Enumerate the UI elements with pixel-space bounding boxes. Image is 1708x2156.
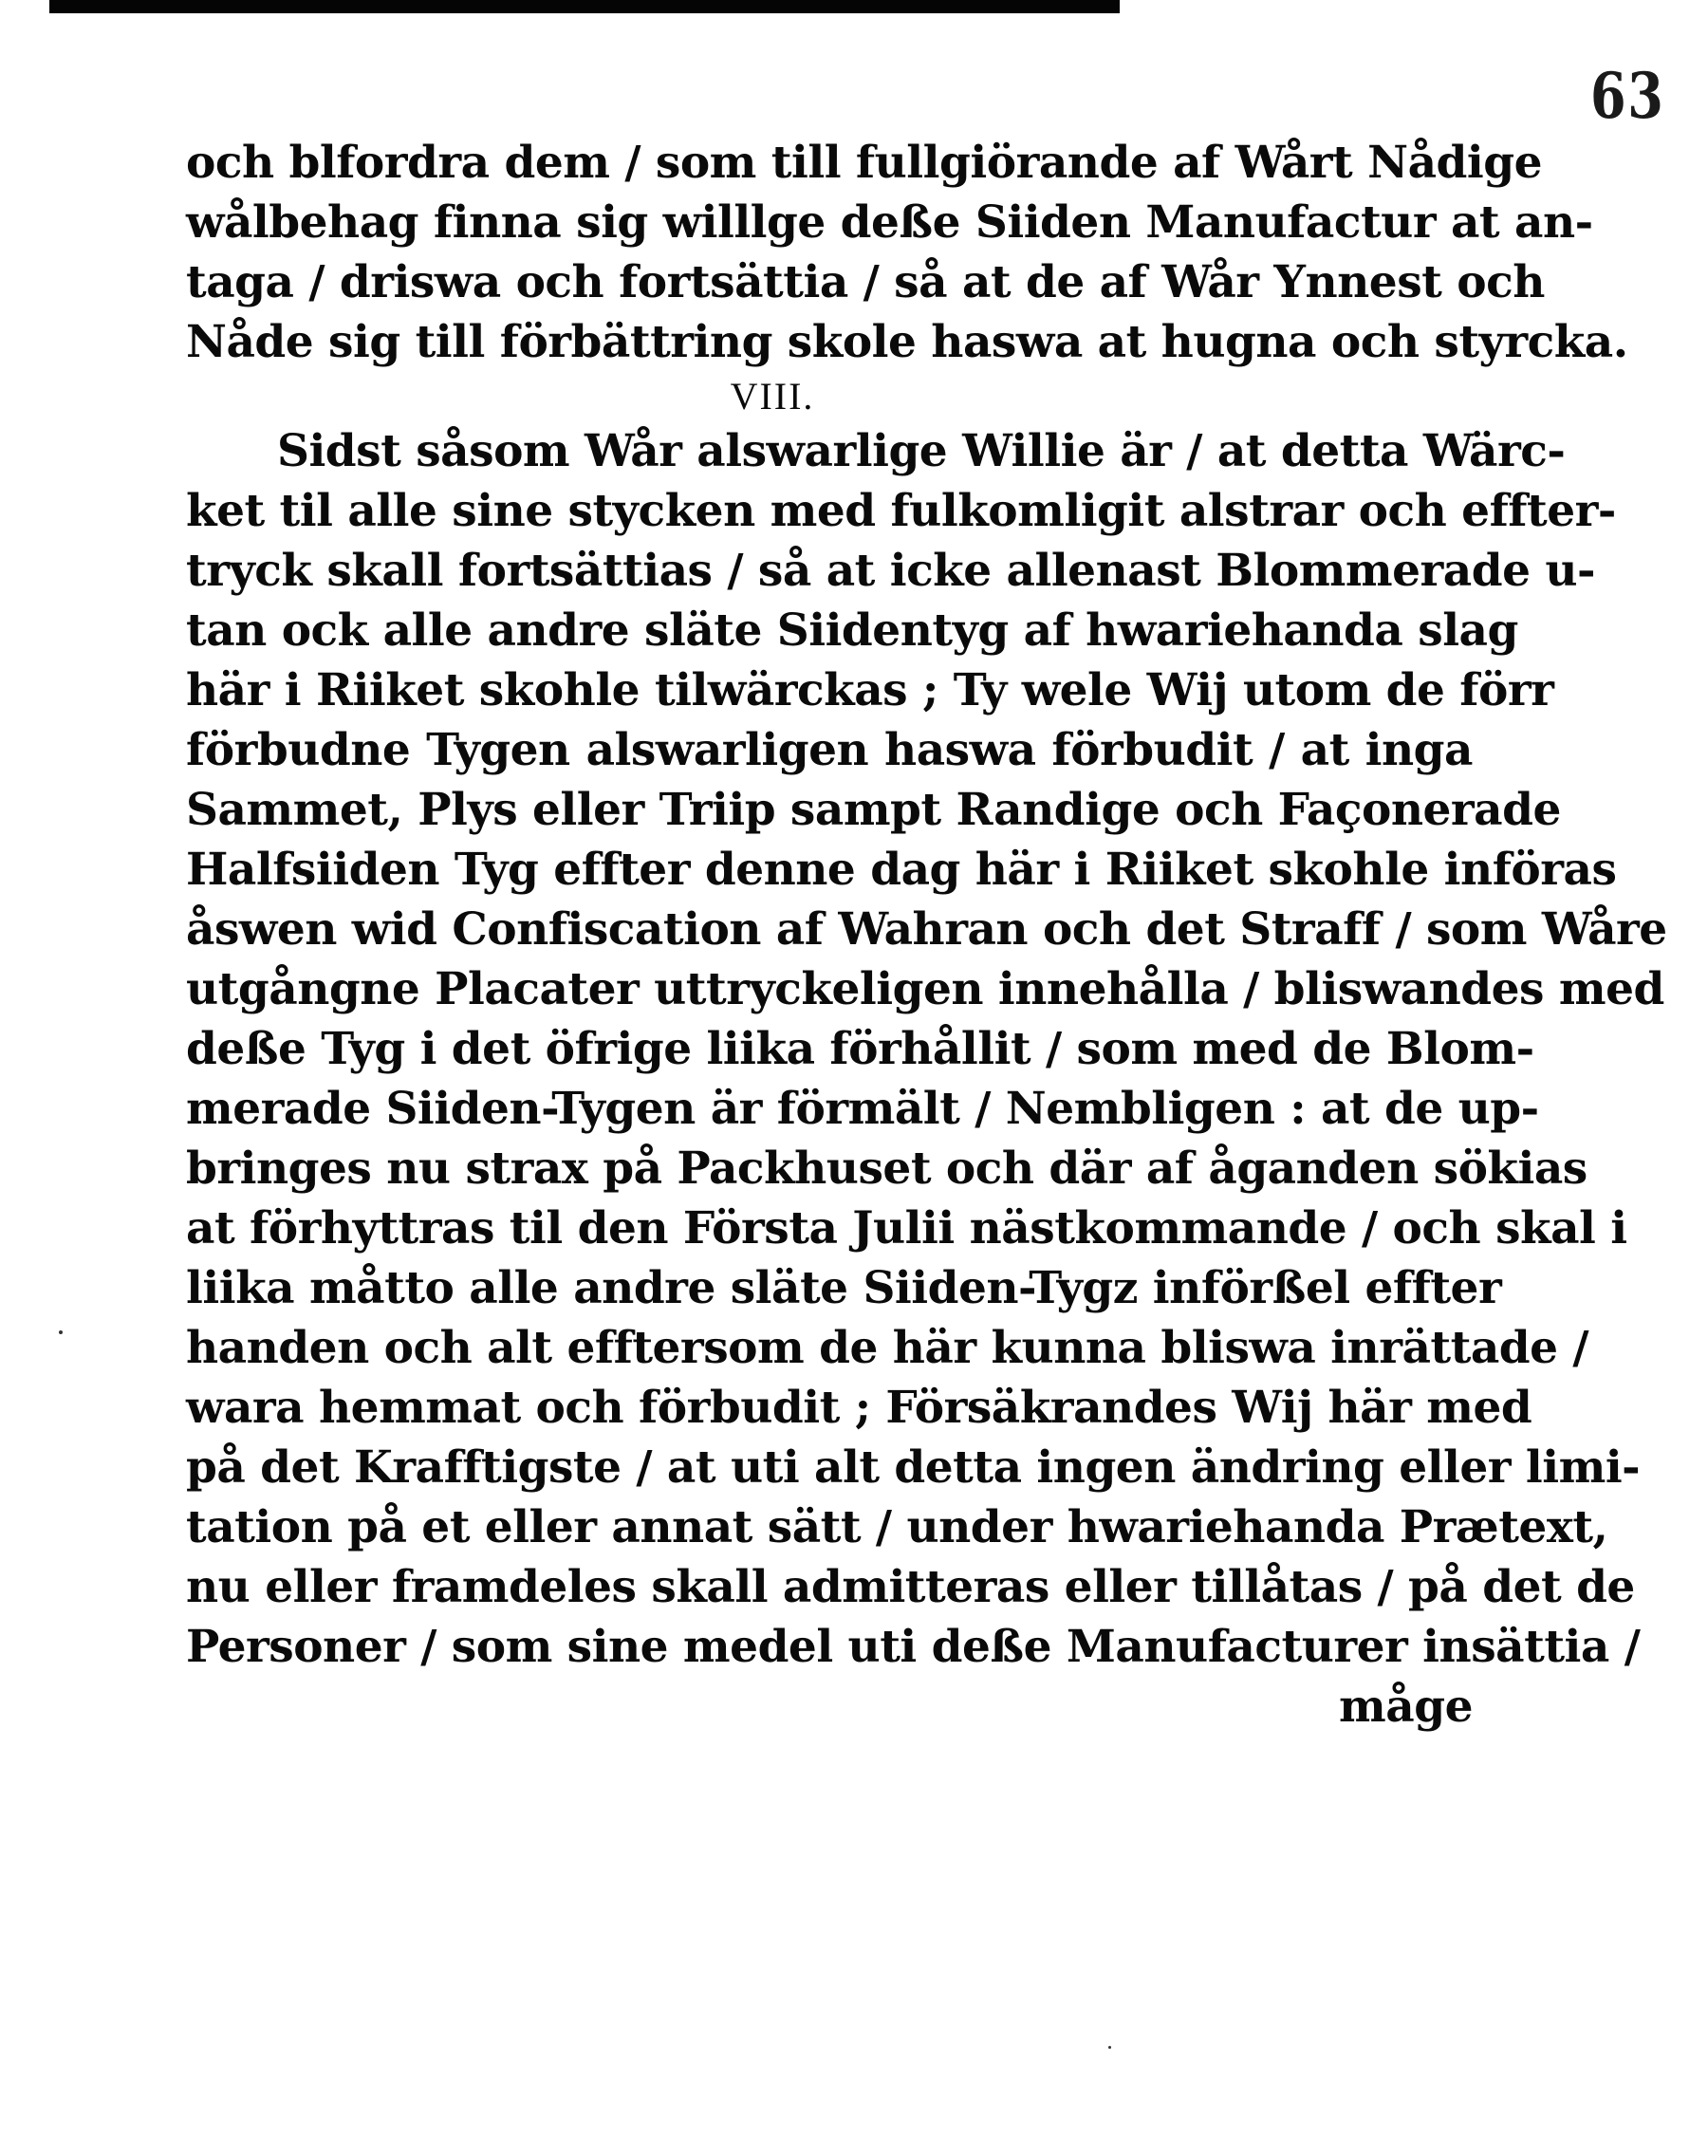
page-number: 63: [1590, 59, 1665, 133]
text-line: tation på et eller annat sätt / under hwariehanda Prætext,: [186, 1501, 1608, 1553]
text-line: Sidst såsom Wår alswarlige Willie är / at detta Wärc-: [277, 425, 1566, 477]
text-line: på det Krafftigste / at uti alt detta ingen ändring eller limi-: [186, 1441, 1641, 1494]
scan-speck: [59, 1330, 63, 1334]
text-line: at förhyttras til den Första Julii nästkommande / och skal i: [186, 1202, 1627, 1255]
scan-edge-bar: [49, 0, 1120, 13]
text-line: bringes nu strax på Packhuset och där af åganden sökias: [186, 1143, 1587, 1195]
text-line: åswen wid Confiscation af Wahran och det Straff / som Wåre: [186, 903, 1667, 956]
text-line: Sammet, Plys eller Triip sampt Randige och Façonerade: [186, 784, 1561, 836]
text-line: utgångne Placater uttryckeligen innehålla / bliswandes med: [186, 963, 1664, 1015]
text-line: här i Riiket skohle tilwärckas ; Ty wele Wij utom de förr: [186, 664, 1554, 716]
text-line: handen och alt efftersom de här kunna bliswa inrättade /: [186, 1322, 1589, 1374]
scan-speck: [1108, 2046, 1111, 2049]
text-line: merade Siiden-Tygen är förmält / Nembligen : at de up-: [186, 1083, 1539, 1135]
text-line: Halfsiiden Tyg effter denne dag här i Riiket skohle införas: [186, 844, 1617, 896]
text-line: taga / driswa och fortsättia / så at de af Wår Ynnest och: [186, 256, 1545, 308]
text-line: ket til alle sine stycken med fulkomligit alstrar och effter-: [186, 485, 1616, 537]
catchword: måge: [1339, 1681, 1473, 1733]
text-line: nu eller framdeles skall admitteras eller tillåtas / på det de: [186, 1561, 1635, 1613]
text-line: liika måtto alle andre släte Siiden-Tygz införßel effter: [186, 1262, 1502, 1314]
text-line: wålbehag finna sig willlge deße Siiden Manufactur at an-: [186, 196, 1593, 249]
text-line: tan ock alle andre släte Siidentyg af hwariehanda slag: [186, 604, 1518, 657]
document-body: [186, 133, 1667, 1737]
text-line: Personer / som sine medel uti deße Manufacturer insättia /: [186, 1621, 1641, 1673]
section-heading: VIII.: [730, 375, 815, 418]
text-line: och blfordra dem / som till fullgiörande af Wårt Nådige: [186, 137, 1543, 189]
text-line: förbudne Tygen alswarligen haswa förbudit / at inga: [186, 724, 1473, 776]
text-line: wara hemmat och förbudit ; Försäkrandes Wij här med: [186, 1382, 1532, 1434]
text-line: tryck skall fortsättias / så at icke allenast Blommerade u-: [186, 545, 1596, 597]
text-line: Nåde sig till förbättring skole haswa at hugna och styrcka.: [186, 316, 1628, 368]
text-line: deße Tyg i det öfrige liika förhållit / som med de Blom-: [186, 1023, 1534, 1075]
